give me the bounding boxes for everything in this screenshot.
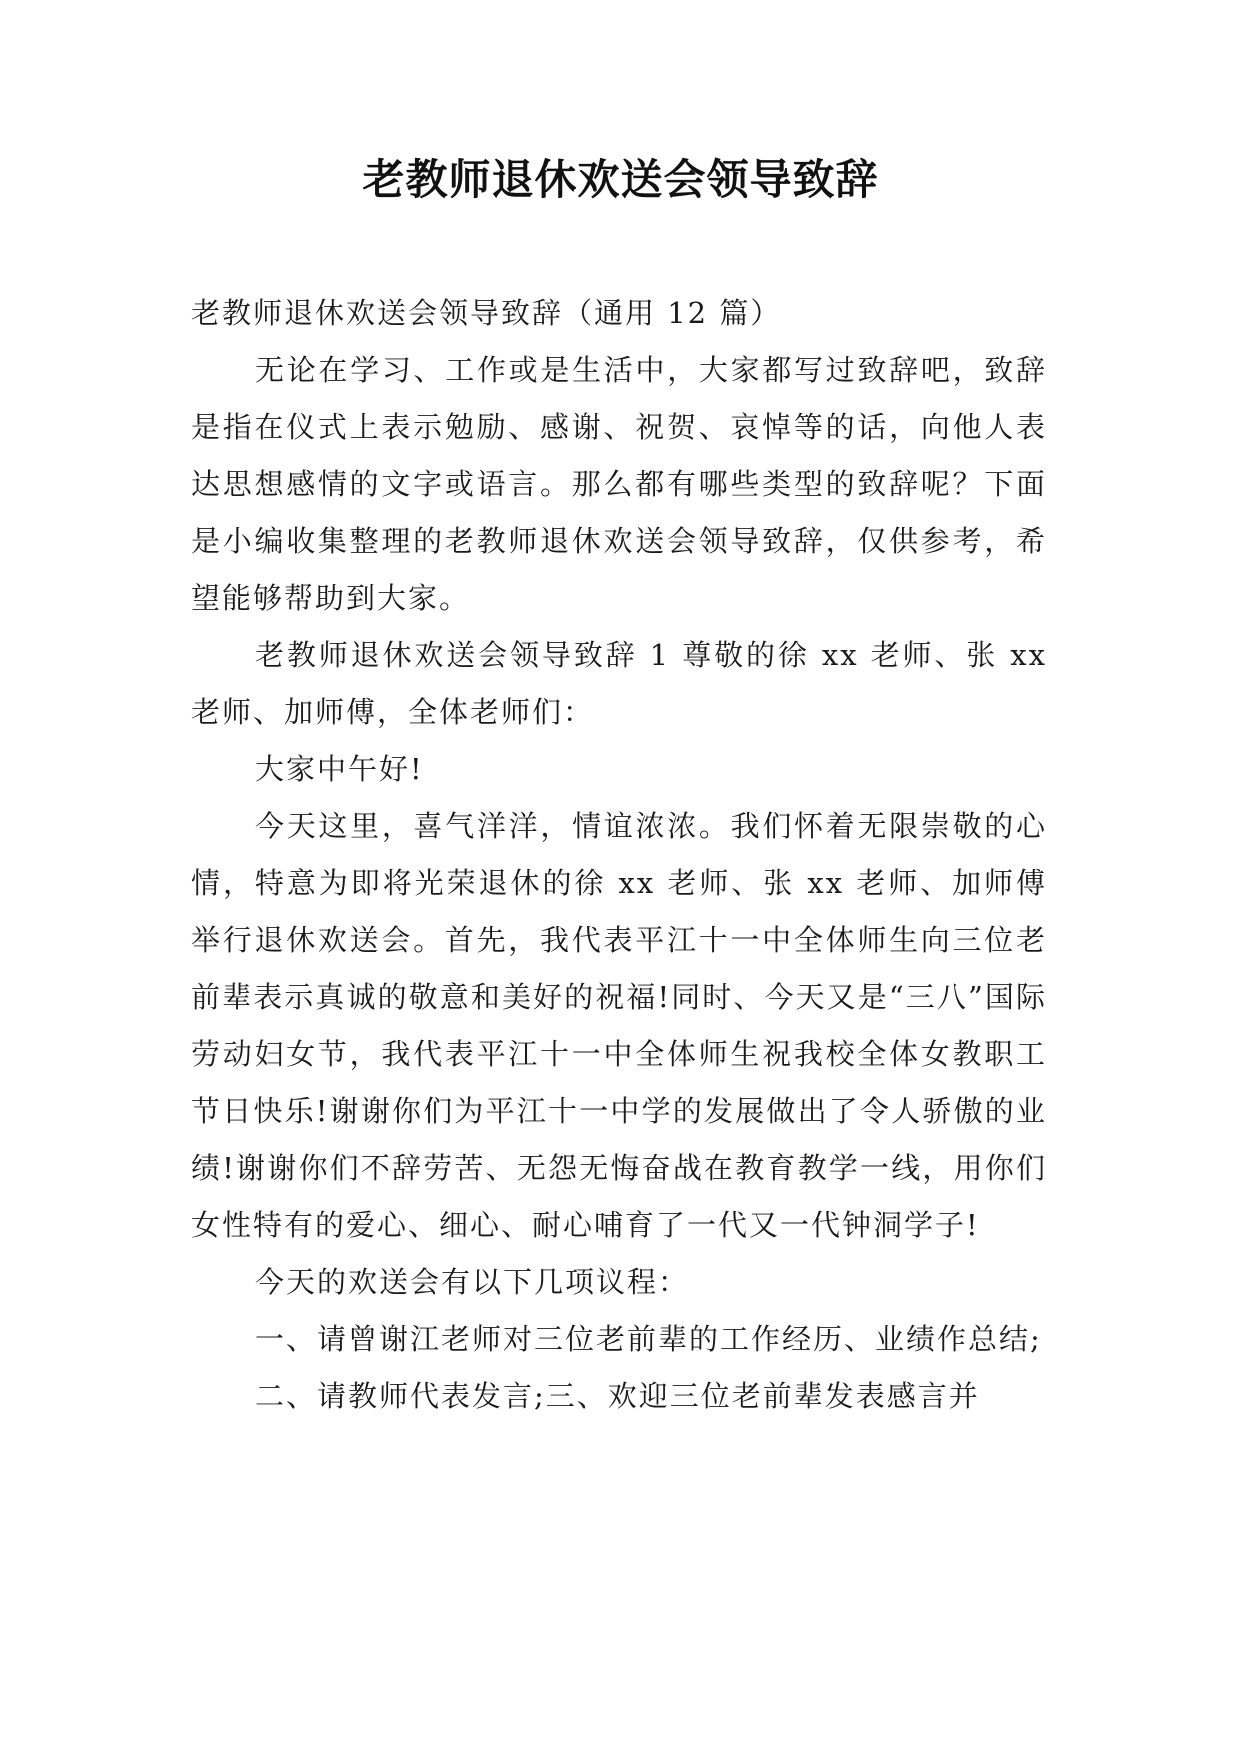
paragraph-speech-body: 今天这里，喜气洋洋，情谊浓浓。我们怀着无限崇敬的心情，特意为即将光荣退休的徐 xx 老师、张 xx 老师、加师傅举行退休欢送会。首先，我代表平江十一中全体师生向三位老前辈表示真诚的敬意和美好的祝福!同时、今天又是“三八”国际劳动妇女节，我代表平江十一中全体师生祝我校全体女教职工节日快乐!谢谢你们为平江十一中学的发展做出了令人骄傲的业绩!谢谢你们不辞劳苦、无怨无悔奋战在教育教学一线，用你们女性特有的爱心、细心、耐心哺育了一代又一代钟洞学子! [191,809,1047,1242]
document-title: 老教师退休欢送会领导致辞 [362,155,879,204]
paragraph-greeting: 大家中午好! [255,752,424,786]
paragraph-intro: 无论在学习、工作或是生活中，大家都写过致辞吧，致辞是指在仪式上表示勉励、感谢、祝贺、哀悼等的话，向他人表达思想感情的文字或语言。那么都有哪些类型的致辞呢？下面是小编收集整理的老教师退休欢送会领导致辞，仅供参考，希望能够帮助到大家。 [191,353,1047,615]
paragraph-agenda-item-2: 二、请教师代表发言;三、欢迎三位老前辈发表感言并 [255,1379,980,1413]
document-subtitle: 老教师退休欢送会领导致辞（通用 12 篇） [191,296,782,330]
paragraph-agenda-intro: 今天的欢送会有以下几项议程： [255,1265,690,1299]
paragraph-agenda-item-1: 一、请曾谢江老师对三位老前辈的工作经历、业绩作总结; [255,1322,1042,1356]
paragraph-salutation: 老教师退休欢送会领导致辞 1 尊敬的徐 xx 老师、张 xx 老师、加师傅，全体老师们： [191,638,1047,729]
document-body [191,285,1047,1425]
